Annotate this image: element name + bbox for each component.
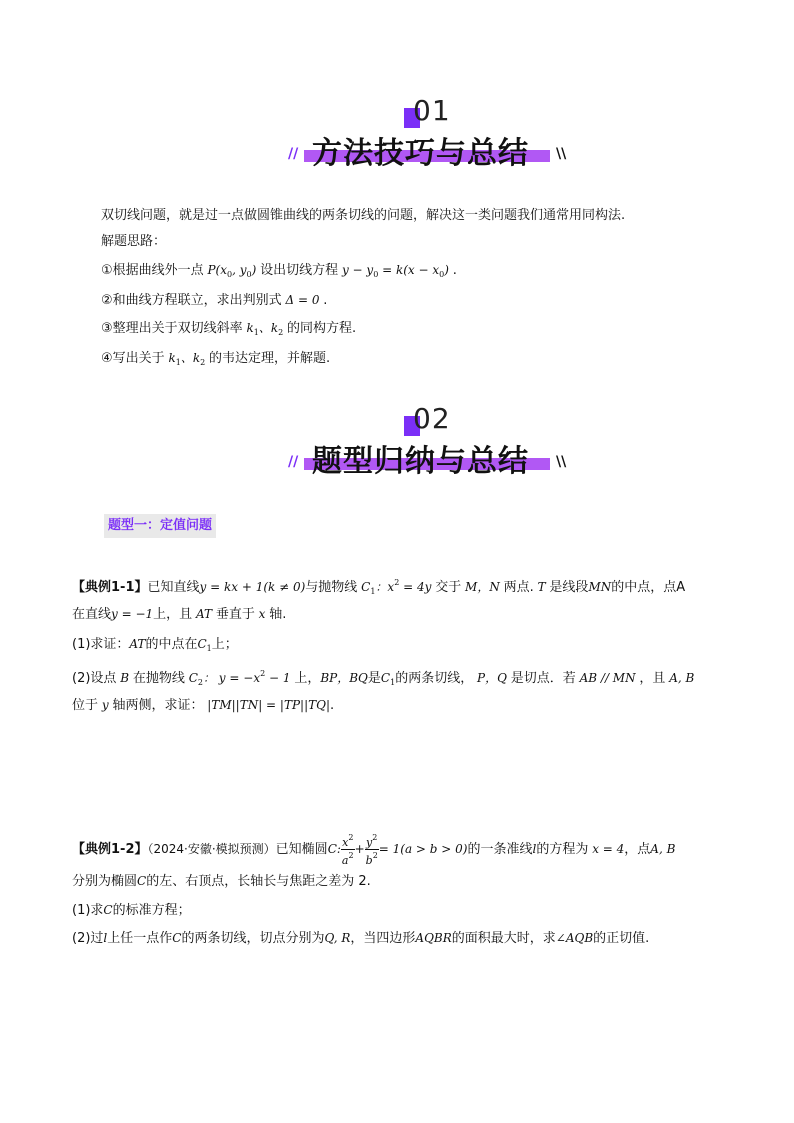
text: . bbox=[330, 698, 335, 713]
text: 两点. bbox=[503, 580, 534, 595]
example2-tag: 【典例1-2】 bbox=[72, 842, 148, 857]
type-label: 题型一：定值问题 bbox=[104, 514, 216, 538]
step2-end: . bbox=[323, 293, 328, 308]
step3-text-a: ③整理出关于双切线斜率 bbox=[101, 321, 243, 336]
text: 的两条切线，切点分别为 bbox=[181, 931, 325, 946]
text: 轴. bbox=[269, 607, 287, 622]
step1-text-a: ①根据曲线外一点 bbox=[101, 263, 204, 278]
text: 上任一点作 bbox=[107, 931, 173, 946]
method-step-2 bbox=[101, 291, 327, 310]
step1-end: . bbox=[452, 263, 457, 278]
point-formula: $P(x_0$, $y_0$) bbox=[203, 263, 261, 279]
formula-C1: $C_1$ bbox=[197, 637, 212, 653]
text: 分别为椭圆 bbox=[72, 874, 138, 889]
text: 已知直线 bbox=[147, 580, 200, 595]
formula-C2: $C_2$： $y = -x^2 - 1$ bbox=[184, 669, 295, 687]
text: 的面积最大时，求 bbox=[451, 931, 556, 946]
text: 的标准方程； bbox=[112, 903, 191, 918]
slopes-formula: $k_1$、$k_2$ bbox=[242, 321, 284, 337]
formula-C1: $C_1$ bbox=[380, 671, 396, 687]
text: 已知椭圆 bbox=[275, 842, 328, 857]
example2-line2 bbox=[72, 871, 371, 892]
text: 的正切值. bbox=[593, 931, 650, 946]
discriminant-formula: Δ = 0 bbox=[281, 293, 324, 307]
method-step-4 bbox=[101, 349, 330, 372]
text: ，当四边形 bbox=[350, 931, 416, 946]
example1-q2 bbox=[72, 664, 694, 693]
section-title: 题型归纳与总结 bbox=[312, 444, 529, 479]
section-number: 01 bbox=[413, 94, 451, 127]
section-title: 方法技巧与总结 bbox=[312, 136, 529, 171]
example2-q1 bbox=[72, 900, 191, 921]
step1-text-b: 设出切线方程 bbox=[260, 263, 339, 278]
text: 上， bbox=[294, 671, 321, 686]
formula-MN-seg: MN bbox=[588, 580, 612, 594]
text: 与抛物线 bbox=[305, 580, 358, 595]
formula-AQBR: AQBR bbox=[415, 931, 452, 945]
formula-line: y = kx + 1(k ≠ 0) bbox=[199, 580, 306, 594]
slopes-formula-2: $k_1$、$k_2$ bbox=[164, 351, 206, 367]
text: 轴两侧，求证： bbox=[112, 698, 204, 713]
formula-l: l bbox=[103, 931, 108, 945]
example1-line2 bbox=[72, 604, 286, 625]
text: 在抛物线 bbox=[132, 671, 185, 686]
step4-text-a: ④写出关于 bbox=[101, 351, 165, 366]
slash-right-decor: \\ bbox=[556, 146, 567, 162]
formula-MN: M，N bbox=[461, 580, 504, 594]
text: 是线段 bbox=[549, 580, 589, 595]
text: 垂直于 bbox=[215, 607, 255, 622]
text: (1)求证： bbox=[72, 637, 130, 652]
example1-tag: 【典例1-1】 bbox=[72, 580, 148, 595]
text: (2)过 bbox=[72, 931, 104, 946]
text: ，点 bbox=[624, 842, 651, 857]
text: 上，且 bbox=[153, 607, 193, 622]
text: 是 bbox=[367, 671, 381, 686]
approach-label: 解题思路： bbox=[101, 234, 167, 249]
example1-line1 bbox=[72, 573, 685, 602]
formula-angle: ∠AQB bbox=[555, 931, 594, 945]
slash-left-decor: // bbox=[288, 454, 299, 470]
formula-QR: Q, R bbox=[324, 931, 351, 945]
example2-line1 bbox=[72, 832, 675, 867]
formula-y-neg1: y = −1 bbox=[111, 607, 154, 621]
text: 的两条切线， bbox=[395, 671, 474, 686]
formula-BP-BQ: BP，BQ bbox=[320, 671, 368, 685]
example1-q2-cont bbox=[72, 695, 334, 716]
text: 的中点在 bbox=[145, 637, 198, 652]
method-step-3 bbox=[101, 319, 356, 342]
formula-AB: A, B bbox=[650, 842, 676, 856]
formula-parabola: $C_1$：$x^2 = 4y$ bbox=[357, 578, 436, 596]
formula-prove: |TM||TN| = |TP||TQ| bbox=[203, 698, 331, 712]
text: 位于 bbox=[72, 698, 99, 713]
text: 的中点，点A bbox=[611, 580, 686, 595]
method-intro: 双切线问题，就是过一点做圆锥曲线的两条切线的问题，解决这一类问题我们通常用同构法. bbox=[101, 208, 626, 223]
method-step-1 bbox=[101, 261, 457, 284]
example2-source: （2024·安徽·模拟预测） bbox=[147, 842, 276, 856]
formula-T: T bbox=[533, 580, 550, 594]
section-number: 02 bbox=[413, 402, 451, 435]
text: 是切点．若 bbox=[510, 671, 576, 686]
formula-AT: AT bbox=[129, 637, 146, 651]
text: 交于 bbox=[435, 580, 462, 595]
formula-C: C bbox=[137, 874, 147, 888]
formula-AB: A, B bbox=[665, 671, 695, 685]
slash-right-decor: \\ bbox=[556, 454, 567, 470]
text: (1)求 bbox=[72, 903, 104, 918]
formula-B: B bbox=[116, 671, 133, 685]
text: 的方程为 bbox=[536, 842, 589, 857]
formula-C: C bbox=[103, 903, 113, 917]
formula-PQ: P，Q bbox=[473, 671, 511, 685]
text: 在直线 bbox=[72, 607, 112, 622]
formula-x: x bbox=[254, 607, 270, 621]
step3-text-b: 的同构方程. bbox=[287, 321, 357, 336]
step2-text: ②和曲线方程联立，求出判别式 bbox=[101, 293, 282, 308]
example2-q2 bbox=[72, 928, 649, 949]
formula-l: l bbox=[532, 842, 537, 856]
formula-C: C bbox=[172, 931, 182, 945]
slash-left-decor: // bbox=[288, 146, 299, 162]
formula-parallel: AB // MN bbox=[575, 671, 640, 685]
text: 上； bbox=[211, 637, 238, 652]
formula-AT: AT bbox=[192, 607, 216, 621]
step4-text-b: 的韦达定理，并解题. bbox=[209, 351, 331, 366]
formula-ellipse: C: $\frac{x^2}{a^2}$ + $\frac{y^2}{b^2}$ = 1(a > b > 0) bbox=[327, 833, 468, 867]
text: 的一条准线 bbox=[467, 842, 533, 857]
example1-q1 bbox=[72, 634, 238, 659]
text: 的左、右顶点，长轴长与焦距之差为 2. bbox=[146, 874, 371, 889]
tangent-formula: $y - y_0 = k(x - x_0)$ bbox=[338, 263, 453, 279]
text: (2)设点 bbox=[72, 671, 117, 686]
formula-x4: x = 4 bbox=[588, 842, 625, 856]
text: ，且 bbox=[639, 671, 666, 686]
formula-y-axis: y bbox=[98, 698, 113, 712]
